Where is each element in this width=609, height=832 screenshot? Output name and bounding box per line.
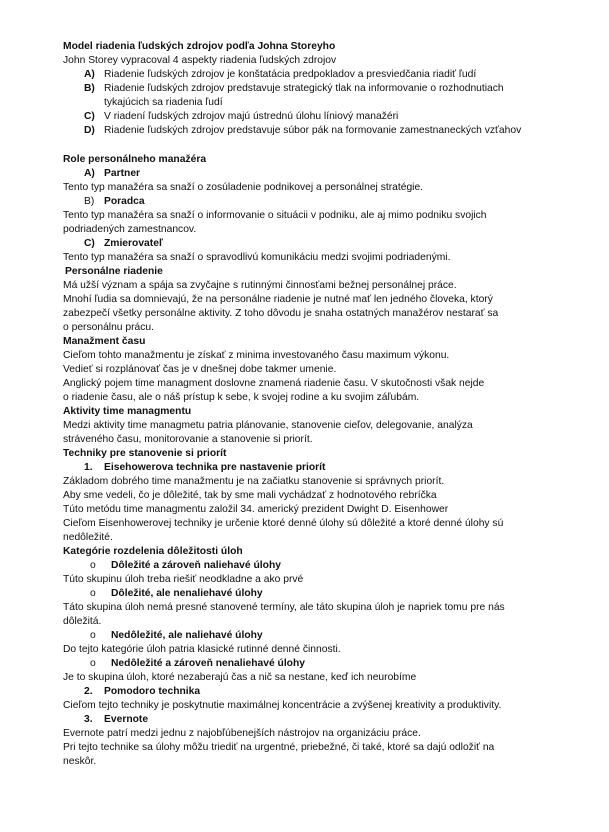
technique-2-label: Pomodoro technika (104, 686, 201, 697)
paragraph-line: Cieľom tohto manažmentu je získať z minima investovaného času maximum výkonu. (63, 350, 450, 361)
bullet-marker: o (90, 658, 96, 669)
role-zmierovatel-label: Zmierovateľ (104, 238, 163, 249)
paragraph-line: Pri tejto technike sa úlohy môžu triediť na urgentné, priebežné, či také, ktoré sa dajú odložiť na (63, 742, 495, 753)
paragraph-line: o riadenie času, ale o náš prístup k sebe, k svojej rodine a ku svojim záľubám. (63, 392, 420, 403)
list-marker: C) (84, 111, 95, 122)
model-item-b-text: Riadenie ľudských zdrojov predstavuje strategický tlak na informovanie o rozhodnutiach (104, 83, 504, 94)
role-zmierovatel-text: Tento typ manažéra sa snaží o spravodlivú komunikáciu medzi svojimi podriadenými. (63, 252, 451, 263)
personalne-heading: Personálne riadenie (65, 266, 163, 277)
paragraph-line: Táto skupina úloh nemá presné stanovené termíny, ale táto skupina úloh je napriek tomu pre nás (63, 602, 505, 613)
bullet-marker: o (90, 588, 96, 599)
kategorie-heading: Kategórie rozdelenia dôležitosti úloh (63, 546, 243, 557)
paragraph-line: Cieľom Eisenhowerovej techniky je určenie ktoré denné úlohy sú dôležité a ktoré denné úlohy sú (63, 518, 504, 529)
paragraph-line: Vedieť si rozplánovať čas je v dnešnej dobe takmer umenie. (63, 364, 337, 375)
paragraph-line: dôležitá. (63, 616, 102, 627)
bullet-marker: o (90, 560, 96, 571)
list-marker: B) (84, 83, 95, 94)
paragraph-line: Túto metódu time managmentu založil 34. americký prezident Dwight D. Eisenhower (63, 504, 449, 515)
list-marker: A) (84, 69, 95, 80)
category-3-label: Nedôležité, ale naliehavé úlohy (111, 630, 263, 641)
paragraph-line: neskôr. (63, 756, 97, 767)
model-item-b-text-cont: tykajúcich sa riadenia ľudí (104, 97, 223, 108)
model-intro: John Storey vypracoval 4 aspekty riadenia ľudských zdrojov (63, 55, 337, 66)
model-heading: Model riadenia ľudských zdrojov podľa Johna Storeyho (63, 41, 336, 52)
model-item-d-text: Riadenie ľudských zdrojov predstavuje súbor pák na formovanie zamestnaneckých vzťahov (104, 125, 522, 136)
list-marker: B) (84, 196, 95, 207)
role-poradca-text-cont: podriadených zamestnancov. (63, 224, 197, 235)
role-poradca-label: Poradca (104, 196, 145, 207)
list-marker: D) (84, 125, 95, 136)
list-marker: C) (84, 238, 95, 249)
bullet-marker: o (90, 630, 96, 641)
paragraph-line: Mnohí ľudia sa domnievajú, že na personálne riadenie je nutné mať len jedného človeka, ktorý (63, 294, 493, 305)
techniky-heading: Techniky pre stanovenie si priorít (63, 448, 227, 459)
paragraph-line: Evernote patrí medzi jednu z najobľúbenejších nástrojov na organizáciu práce. (63, 728, 421, 739)
paragraph-line: Aby sme vedeli, čo je dôležité, tak by sme mali vychádzať z hodnotového rebríčka (63, 490, 437, 501)
paragraph-line: Cieľom tejto techniky je poskytnutie maximálnej koncentrácie a zvýšenej kreativity a produktivity. (63, 700, 502, 711)
list-marker: 2. (84, 686, 93, 697)
paragraph-line: o personálnu prácu. (63, 322, 155, 333)
model-item-a-text: Riadenie ľudských zdrojov je konštatácia predpokladov a presviedčania riadiť ľudí (104, 69, 477, 80)
paragraph-line: Má užší význam a spája sa zvyčajne s rutinnými činnosťami bežnej personálnej práce. (63, 280, 457, 291)
role-partner-label: Partner (104, 168, 141, 179)
paragraph-line: Základom dobrého time manažmentu je na začiatku stanovenie si správnych priorít. (63, 476, 445, 487)
paragraph-line: stráveného času, monitorovanie a stanovenie si priorít. (63, 434, 313, 445)
list-marker: A) (84, 168, 95, 179)
paragraph-line: Do tejto kategórie úloh patria klasické rutinné denné činnosti. (63, 644, 341, 655)
technique-1-label: Eisehowerova technika pre nastavenie priorít (104, 462, 326, 473)
paragraph-line: Túto skupinu úloh treba riešiť neodkladne a ako prvé (63, 574, 304, 585)
paragraph-line: Je to skupina úloh, ktoré nezaberajú čas a nič sa nestane, keď ich neurobíme (63, 672, 417, 683)
list-marker: 1. (84, 462, 93, 473)
paragraph-line: nedôležité. (63, 532, 113, 543)
paragraph-line: Anglický pojem time managment doslovne znamená riadenie času. V skutočnosti však nejde (63, 378, 485, 389)
category-1-label: Dôležité a zároveň naliehavé úlohy (111, 560, 281, 571)
roles-heading: Role personálneho manažéra (63, 154, 207, 165)
manazment-heading: Manažment času (63, 336, 146, 347)
paragraph-line: Medzi aktivity time managmetu patria plánovanie, stanovenie cieľov, delegovanie, analýza (63, 420, 473, 431)
category-4-label: Nedôležité a zároveň nenaliehavé úlohy (111, 658, 305, 669)
category-2-label: Dôležité, ale nenaliehavé úlohy (111, 588, 263, 599)
model-item-c-text: V riadení ľudských zdrojov majú ústrednú úlohu líniový manažéri (104, 111, 399, 122)
role-partner-text: Tento typ manažéra sa snaží o zosúladenie podnikovej a personálnej stratégie. (63, 182, 424, 193)
technique-3-label: Evernote (104, 714, 149, 725)
role-poradca-text: Tento typ manažéra sa snaží o informovanie o situácii v podniku, ale aj mimo podniku svojich (63, 210, 487, 221)
paragraph-line: zabezpečí všetky personálne aktivity. Z toho dôvodu je snaha ostatných manažérov nestarať sa (63, 308, 499, 319)
aktivity-heading: Aktivity time managmentu (63, 406, 192, 417)
list-marker: 3. (84, 714, 93, 725)
